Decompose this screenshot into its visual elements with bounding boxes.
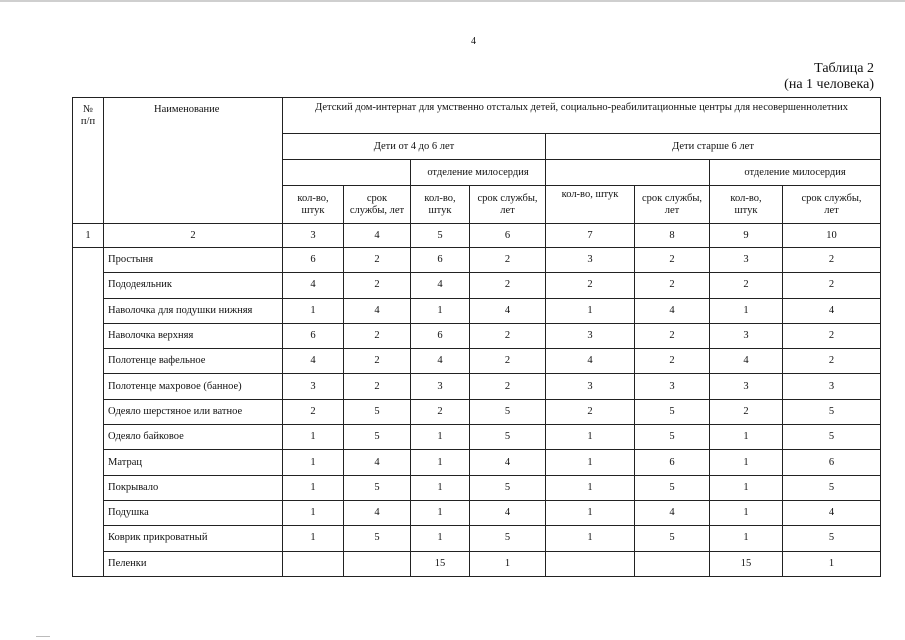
value-cell: 2 bbox=[783, 349, 881, 374]
row-number-cell bbox=[73, 374, 104, 399]
value-cell: 2 bbox=[344, 349, 411, 374]
value-cell: 6 bbox=[283, 248, 344, 273]
value-cell: 2 bbox=[411, 399, 470, 424]
value-cell: 1 bbox=[546, 500, 635, 525]
value-cell: 15 bbox=[411, 551, 470, 576]
row-number-cell bbox=[73, 273, 104, 298]
value-cell: 4 bbox=[344, 500, 411, 525]
item-name: Полотенце вафельное bbox=[104, 349, 283, 374]
value-cell: 4 bbox=[546, 349, 635, 374]
value-cell bbox=[344, 551, 411, 576]
value-cell: 2 bbox=[344, 323, 411, 348]
value-cell: 3 bbox=[783, 374, 881, 399]
table-caption-subtitle: (на 1 человека) bbox=[784, 77, 874, 92]
value-cell: 2 bbox=[470, 323, 546, 348]
value-cell: 2 bbox=[470, 349, 546, 374]
value-cell: 2 bbox=[635, 273, 710, 298]
value-cell: 1 bbox=[710, 526, 783, 551]
value-cell: 6 bbox=[783, 450, 881, 475]
value-cell: 1 bbox=[470, 551, 546, 576]
value-cell: 1 bbox=[411, 425, 470, 450]
header-mercy-1: отделение милосердия bbox=[411, 160, 546, 186]
row-number-cell bbox=[73, 349, 104, 374]
header-qty-col7: кол-во, штук bbox=[546, 186, 635, 224]
value-cell: 1 bbox=[546, 298, 635, 323]
item-name: Наволочка для подушки нижняя bbox=[104, 298, 283, 323]
value-cell: 3 bbox=[546, 323, 635, 348]
value-cell: 4 bbox=[344, 450, 411, 475]
column-number: 2 bbox=[104, 224, 283, 248]
value-cell: 2 bbox=[470, 273, 546, 298]
value-cell: 1 bbox=[283, 475, 344, 500]
value-cell: 1 bbox=[411, 298, 470, 323]
column-number: 6 bbox=[470, 224, 546, 248]
value-cell: 2 bbox=[344, 273, 411, 298]
value-cell: 1 bbox=[283, 450, 344, 475]
value-cell: 5 bbox=[344, 526, 411, 551]
value-cell: 1 bbox=[283, 298, 344, 323]
value-cell: 3 bbox=[710, 323, 783, 348]
table-row bbox=[73, 374, 881, 399]
header-number: № п/п bbox=[73, 98, 104, 224]
value-cell: 2 bbox=[546, 399, 635, 424]
row-number-cell bbox=[73, 399, 104, 424]
item-name: Коврик прикроватный bbox=[104, 526, 283, 551]
value-cell: 2 bbox=[635, 349, 710, 374]
value-cell: 6 bbox=[635, 450, 710, 475]
value-cell: 2 bbox=[710, 273, 783, 298]
page-number: 4 bbox=[471, 36, 476, 47]
value-cell: 3 bbox=[710, 248, 783, 273]
row-number-cell bbox=[73, 425, 104, 450]
value-cell: 3 bbox=[546, 374, 635, 399]
item-name: Одеяло байковое bbox=[104, 425, 283, 450]
value-cell: 4 bbox=[470, 298, 546, 323]
value-cell: 4 bbox=[783, 500, 881, 525]
value-cell: 15 bbox=[710, 551, 783, 576]
value-cell: 2 bbox=[783, 248, 881, 273]
table-row bbox=[73, 349, 881, 374]
header-name: Наименование bbox=[104, 98, 283, 224]
value-cell: 1 bbox=[411, 450, 470, 475]
header-institution: Детский дом-интернат для умственно отсталых детей, социально-реабилитационные центры для несовершеннолетних bbox=[283, 98, 881, 134]
value-cell: 1 bbox=[283, 425, 344, 450]
header-group-over-6: Дети старше 6 лет bbox=[546, 134, 881, 160]
value-cell: 2 bbox=[470, 374, 546, 399]
value-cell: 5 bbox=[344, 425, 411, 450]
value-cell: 1 bbox=[710, 450, 783, 475]
value-cell: 5 bbox=[783, 399, 881, 424]
column-number: 4 bbox=[344, 224, 411, 248]
norms-table bbox=[72, 97, 881, 577]
column-number: 1 bbox=[73, 224, 104, 248]
table-caption-title: Таблица 2 bbox=[814, 61, 874, 76]
item-name: Матрац bbox=[104, 450, 283, 475]
header-term-col8: срок службы, лет bbox=[635, 186, 710, 224]
value-cell: 2 bbox=[344, 248, 411, 273]
column-number: 10 bbox=[783, 224, 881, 248]
value-cell: 1 bbox=[546, 526, 635, 551]
value-cell: 4 bbox=[283, 273, 344, 298]
header-empty-1 bbox=[283, 160, 411, 186]
column-number: 5 bbox=[411, 224, 470, 248]
value-cell: 1 bbox=[546, 475, 635, 500]
value-cell: 4 bbox=[783, 298, 881, 323]
table-row bbox=[73, 425, 881, 450]
value-cell: 1 bbox=[283, 500, 344, 525]
value-cell: 2 bbox=[546, 273, 635, 298]
header-qty-col5: кол-во, штук bbox=[411, 186, 470, 224]
value-cell: 1 bbox=[710, 475, 783, 500]
row-number-cell bbox=[73, 475, 104, 500]
item-name: Одеяло шерстяное или ватное bbox=[104, 399, 283, 424]
row-number-cell bbox=[73, 526, 104, 551]
value-cell: 6 bbox=[283, 323, 344, 348]
row-number-cell bbox=[73, 298, 104, 323]
table-row bbox=[73, 399, 881, 424]
header-term-col6: срок службы, лет bbox=[470, 186, 546, 224]
value-cell: 5 bbox=[635, 526, 710, 551]
item-name: Пеленки bbox=[104, 551, 283, 576]
value-cell: 4 bbox=[470, 500, 546, 525]
value-cell: 1 bbox=[546, 450, 635, 475]
value-cell: 5 bbox=[635, 399, 710, 424]
table-row bbox=[73, 248, 881, 273]
value-cell: 5 bbox=[470, 526, 546, 551]
row-number-cell bbox=[73, 323, 104, 348]
value-cell: 2 bbox=[710, 399, 783, 424]
value-cell: 5 bbox=[470, 399, 546, 424]
value-cell: 4 bbox=[283, 349, 344, 374]
header-row-1 bbox=[73, 98, 881, 134]
table-row bbox=[73, 323, 881, 348]
value-cell: 3 bbox=[283, 374, 344, 399]
value-cell: 5 bbox=[344, 475, 411, 500]
value-cell: 2 bbox=[635, 248, 710, 273]
column-number-row bbox=[73, 224, 881, 248]
value-cell: 1 bbox=[710, 298, 783, 323]
value-cell: 4 bbox=[411, 273, 470, 298]
value-cell: 5 bbox=[470, 475, 546, 500]
column-number: 8 bbox=[635, 224, 710, 248]
item-name: Наволочка верхняя bbox=[104, 323, 283, 348]
value-cell: 2 bbox=[635, 323, 710, 348]
top-rule bbox=[0, 0, 905, 2]
value-cell: 1 bbox=[710, 500, 783, 525]
value-cell: 4 bbox=[635, 500, 710, 525]
table-row bbox=[73, 273, 881, 298]
value-cell: 1 bbox=[546, 425, 635, 450]
row-number-cell bbox=[73, 500, 104, 525]
row-number-cell bbox=[73, 248, 104, 273]
value-cell: 2 bbox=[283, 399, 344, 424]
value-cell: 2 bbox=[344, 374, 411, 399]
header-qty-col3: кол-во, штук bbox=[283, 186, 344, 224]
column-number: 7 bbox=[546, 224, 635, 248]
value-cell bbox=[283, 551, 344, 576]
table-row bbox=[73, 500, 881, 525]
table-row bbox=[73, 526, 881, 551]
header-group-4-6: Дети от 4 до 6 лет bbox=[283, 134, 546, 160]
table-row bbox=[73, 475, 881, 500]
value-cell: 4 bbox=[411, 349, 470, 374]
value-cell: 5 bbox=[635, 475, 710, 500]
item-name: Полотенце махровое (банное) bbox=[104, 374, 283, 399]
value-cell: 5 bbox=[783, 475, 881, 500]
table-caption bbox=[784, 61, 874, 93]
item-name: Простыня bbox=[104, 248, 283, 273]
table-row bbox=[73, 298, 881, 323]
value-cell: 2 bbox=[783, 323, 881, 348]
value-cell: 5 bbox=[470, 425, 546, 450]
row-number-cell bbox=[73, 450, 104, 475]
value-cell bbox=[635, 551, 710, 576]
value-cell: 6 bbox=[411, 248, 470, 273]
header-empty-2 bbox=[546, 160, 710, 186]
value-cell: 3 bbox=[710, 374, 783, 399]
value-cell: 1 bbox=[283, 526, 344, 551]
row-number-cell bbox=[73, 551, 104, 576]
value-cell: 4 bbox=[344, 298, 411, 323]
value-cell: 1 bbox=[710, 425, 783, 450]
value-cell: 5 bbox=[344, 399, 411, 424]
value-cell: 1 bbox=[783, 551, 881, 576]
header-term-col4: срок службы, лет bbox=[344, 186, 411, 224]
value-cell: 1 bbox=[411, 500, 470, 525]
table-row bbox=[73, 551, 881, 576]
value-cell: 3 bbox=[635, 374, 710, 399]
value-cell: 5 bbox=[783, 526, 881, 551]
value-cell: 3 bbox=[546, 248, 635, 273]
header-term-col10: срок службы, лет bbox=[783, 186, 881, 224]
value-cell: 6 bbox=[411, 323, 470, 348]
header-qty-col9: кол-во, штук bbox=[710, 186, 783, 224]
item-name: Подушка bbox=[104, 500, 283, 525]
value-cell: 4 bbox=[710, 349, 783, 374]
column-number: 9 bbox=[710, 224, 783, 248]
bottom-mark bbox=[36, 636, 50, 637]
value-cell: 5 bbox=[635, 425, 710, 450]
column-number: 3 bbox=[283, 224, 344, 248]
item-name: Пододеяльник bbox=[104, 273, 283, 298]
value-cell bbox=[546, 551, 635, 576]
value-cell: 2 bbox=[470, 248, 546, 273]
item-name: Покрывало bbox=[104, 475, 283, 500]
value-cell: 4 bbox=[635, 298, 710, 323]
value-cell: 4 bbox=[470, 450, 546, 475]
header-mercy-2: отделение милосердия bbox=[710, 160, 881, 186]
value-cell: 5 bbox=[783, 425, 881, 450]
value-cell: 1 bbox=[411, 526, 470, 551]
value-cell: 2 bbox=[783, 273, 881, 298]
value-cell: 1 bbox=[411, 475, 470, 500]
table-row bbox=[73, 450, 881, 475]
value-cell: 3 bbox=[411, 374, 470, 399]
